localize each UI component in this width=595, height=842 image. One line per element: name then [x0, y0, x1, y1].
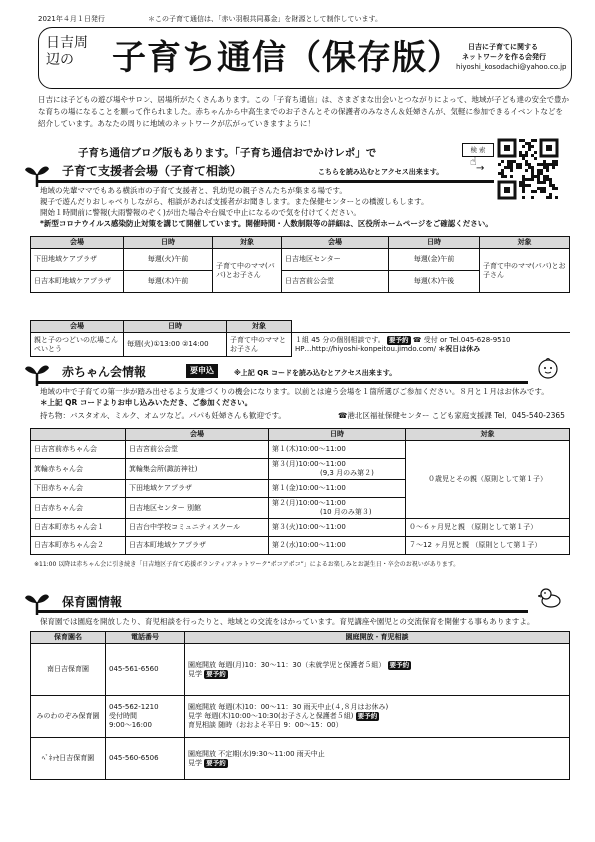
- reservation-badge: 要予約: [206, 758, 226, 767]
- time-cell: [269, 537, 406, 555]
- section-rule: [38, 180, 494, 183]
- qr-module: [522, 178, 525, 181]
- col-header: 日時: [124, 321, 227, 333]
- qr-module: [549, 178, 552, 181]
- qr-module: [522, 139, 525, 142]
- qr-module: [543, 166, 546, 169]
- nursery-heading: 保育園情報: [62, 595, 123, 609]
- qr-module: [537, 181, 540, 184]
- qr-module: [522, 181, 525, 184]
- qr-module: [555, 163, 558, 166]
- target-cell: ０歳児とその親（原則として第１子）: [406, 441, 570, 519]
- venue-cell: 日吉地区センター: [282, 249, 389, 271]
- time-note: (10 月のみ第３): [320, 508, 372, 516]
- logo: [46, 35, 101, 69]
- col-header: 電話番号: [106, 632, 185, 644]
- baby-bring: 持ち物：バスタオル、ミルク、オムツなど。パパも妊婦さんも歓迎です。: [40, 411, 286, 420]
- support-line: *新型コロナウイルス感染防止対策を講じて開催しています。開催時間・人数制限等の詳細は、区役所ホームページをご確認ください。: [40, 219, 493, 228]
- arrow-right-icon: →: [476, 163, 485, 174]
- club-cell: 下田赤ちゃん会: [31, 480, 126, 498]
- col-header: 対象: [213, 237, 282, 249]
- qr-module: [507, 166, 510, 169]
- time-cell: 毎週(木)午前: [124, 271, 213, 293]
- qr-module: [522, 175, 525, 178]
- qr-module: [525, 163, 528, 166]
- time-note: (9,3 月のみ第２): [320, 469, 374, 477]
- time-text: 第３(月)10:00～11:00: [272, 460, 346, 468]
- venue-cell: 下田地域ケアプラザ: [31, 249, 124, 271]
- col-header: 会場: [126, 429, 269, 441]
- qr-module: [501, 175, 504, 178]
- qr-module: [531, 166, 534, 169]
- info-text: 見学: [188, 758, 202, 767]
- nursery-phone: 045-560-6506: [106, 738, 185, 780]
- qr-module: [519, 154, 522, 157]
- col-header: 会場: [31, 321, 124, 333]
- nursery-name: みのわのぞみ保育園: [31, 696, 106, 738]
- venue-cell: 親と子のつどいの広場こんぺいとう: [31, 333, 124, 357]
- info-text: 見学 毎週(木)10:00～10:30(お子さんと保護者５組): [188, 712, 354, 720]
- info-text: 園庭開放 不定期(水)9:30～11:00 雨天中止: [188, 749, 325, 758]
- section-rule: [38, 610, 528, 613]
- qr-module: [531, 169, 534, 172]
- qr-module: [525, 178, 528, 181]
- info-line: [188, 750, 566, 759]
- time-text: 第２(月)10:00～11:00: [272, 499, 346, 507]
- col-header: 日時: [269, 429, 406, 441]
- qr-module: [543, 163, 546, 166]
- qr-module: [498, 163, 501, 166]
- time-cell: [269, 459, 406, 480]
- qr-module: [528, 163, 531, 166]
- qr-module: [525, 142, 528, 145]
- baby-body: [40, 386, 570, 408]
- info-line: [188, 712, 566, 721]
- club-cell: 日吉本町赤ちゃん会２: [31, 537, 126, 555]
- info-line: [188, 661, 566, 670]
- qr-module: [534, 139, 537, 142]
- col-header: 対象: [227, 321, 292, 333]
- qr-module: [519, 181, 522, 184]
- baby-heading: 赤ちゃん会情報: [62, 365, 147, 379]
- col-header: 会場: [31, 237, 124, 249]
- support-heading: 子育て支援者会場（子育て相談）: [62, 164, 243, 178]
- qr-module: [519, 163, 522, 166]
- info-line: [188, 759, 566, 768]
- konpeito-info: [292, 333, 570, 357]
- qr-module: [525, 151, 528, 154]
- venue-cell: 日吉宮前公会堂: [282, 271, 389, 293]
- qr-module: [501, 169, 504, 172]
- qr-module: [537, 175, 540, 178]
- qr-module: [543, 178, 546, 181]
- nursery-phone: 045-561-6560: [106, 644, 185, 696]
- qr-module: [540, 172, 543, 175]
- qr-module: [510, 160, 513, 163]
- time-text: 第３(火)10:00～11:00: [272, 523, 346, 531]
- target-cell: 子育て中のママとお子さん: [227, 333, 292, 357]
- konpeito-info1: １組 45 分の個別相談です。: [295, 335, 385, 344]
- target-cell: ０～６ヶ月児と親 （原則として第１子）: [406, 519, 570, 537]
- nursery-info: [185, 644, 570, 696]
- info-text: 育児相談 随時（おおよそ平日 9：00～15：00）: [188, 721, 343, 729]
- col-header: 保育園名: [31, 632, 106, 644]
- apply-badge: [186, 364, 218, 378]
- nursery-name: ﾍﾞﾈｯｾ日吉保育園: [31, 738, 106, 780]
- qr-module: [504, 166, 507, 169]
- phone-line: 9:00～16:00: [109, 721, 152, 729]
- reservation-badge: 要予約: [206, 669, 226, 678]
- qr-module: [510, 163, 513, 166]
- qr-module: [546, 169, 549, 172]
- issue-date: 2021年４月１日発行: [38, 15, 105, 23]
- baby-footnote: ※11:00 以降は赤ちゃん会に引き続き「日吉地区子育て応援ボランティアネットワーク“ポコアポコ”」によるお楽しみとお誕生日・卒会のお祝いがあります。: [34, 561, 460, 568]
- club-cell: 日吉本町赤ちゃん会１: [31, 519, 126, 537]
- qr-module: [507, 160, 510, 163]
- nursery-body: 保育園では園庭を開放したり、育児相談を行ったりと、地域との交流をはかっています。育児講座や園児との交流保育を開催する事もありますよ。: [40, 617, 535, 626]
- info-line: [188, 703, 566, 712]
- qr-module: [507, 163, 510, 166]
- baby-line: 地域の中で子育ての第一歩が踏み出せるよう友達づくりの機会になります。以前とは違う会場を１箇所選びご参加ください。８月と１月はお休みです。: [40, 387, 549, 396]
- qr-module: [543, 175, 546, 178]
- qr-module: [546, 163, 549, 166]
- col-header: [31, 429, 126, 441]
- target-cell: 子育て中のママ(パパ)とお子さん: [480, 249, 570, 293]
- nursery-info: [185, 738, 570, 780]
- qr-module: [528, 142, 531, 145]
- nursery-phone: [106, 696, 185, 738]
- qr-module: [537, 163, 540, 166]
- time-cell: [269, 498, 406, 519]
- qr-module: [543, 181, 546, 184]
- venue-cell: 日吉台中学校コミュニティスクール: [126, 519, 269, 537]
- baby-contact: [338, 410, 565, 421]
- qr-module: [540, 169, 543, 172]
- time-cell: [269, 441, 406, 459]
- blog-search-box[interactable]: [462, 143, 494, 157]
- reservation-badge: 要予約: [389, 335, 409, 344]
- venue-cell: 日吉宮前公会堂: [126, 441, 269, 459]
- phone-line: 受付時間: [109, 712, 137, 720]
- page-title: 子育ち通信（保存版）: [112, 38, 462, 78]
- venue-cell: 日吉本町地域ケアプラザ: [31, 271, 124, 293]
- time-cell: 毎週(木)午後: [389, 271, 480, 293]
- search-label: 検 索: [470, 146, 486, 154]
- phone-icon: ☎: [412, 335, 422, 344]
- col-header: 日時: [389, 237, 480, 249]
- logo-text: 日吉周辺の: [46, 35, 88, 68]
- qr-module: [537, 178, 540, 181]
- qr-module: [552, 163, 555, 166]
- baby-qr-note: ※上記 QR コードを読み込むとアクセス出来ます。: [234, 369, 397, 377]
- qr-module: [528, 148, 531, 151]
- qr-module: [519, 139, 522, 142]
- time-cell: [269, 480, 406, 498]
- time-text: 第２(水)10:00～11:00: [272, 541, 346, 549]
- qr-module: [501, 172, 504, 175]
- phone-icon: ☎: [338, 411, 348, 420]
- support-body: [40, 185, 570, 229]
- nursery-info: [185, 696, 570, 738]
- qr-module: [531, 139, 534, 142]
- qr-module: [525, 160, 528, 163]
- intro-text: 日吉には子どもの遊び場やサロン、居場所がたくさんあります。この「子育ち通信」は、さまざまな出会いとつながりによって、地域が子ども達の安全で豊かな育ちの場になることを願って作られました。赤ちゃんから中高生までのお子さんとその保護者のみなさん＆妊婦さんが、気軽に参加できるイベントなどを紹介しています。あなたの周りに地域のネットワークが広がっていきますように！: [38, 95, 569, 128]
- qr-module: [513, 160, 516, 163]
- baby-line: ＊上記 QR コードよりお申し込みいただき、ご参加ください。: [40, 398, 253, 407]
- col-header: 会場: [282, 237, 389, 249]
- qr-module: [522, 157, 525, 160]
- konpeito-homepage-link[interactable]: HP…http://hiyoshi-konpeitou.jimdo.com/: [295, 344, 437, 353]
- baby-contact-text: 港北区福祉保健センター こども家庭支援課 Tel．045-540-2365: [347, 411, 565, 420]
- konpeito-info1b: 受付 or Tel.045-628-9510: [423, 335, 511, 344]
- target-cell: ７～12 ヶ月児と親 （原則として第１子）: [406, 537, 570, 555]
- qr-module: [519, 151, 522, 154]
- qr-module: [546, 166, 549, 169]
- qr-module: [531, 172, 534, 175]
- qr-module: [534, 157, 537, 160]
- qr-module: [504, 175, 507, 178]
- qr-module: [510, 169, 513, 172]
- qr-module: [501, 160, 504, 163]
- qr-module: [519, 166, 522, 169]
- time-cell: 毎週(火)①13:00 ②14:00: [124, 333, 227, 357]
- info-text: 園庭開放 毎週(木)10：00～11：30 雨天中止(４,８月はお休み): [188, 703, 389, 711]
- col-header: 園庭開放・育児相談: [185, 632, 570, 644]
- club-cell: 日吉宮前赤ちゃん会: [31, 441, 126, 459]
- col-header: 日時: [124, 237, 213, 249]
- qr-module: [525, 169, 528, 172]
- qr-module: [546, 178, 549, 181]
- time-cell: 毎週(火)午前: [124, 249, 213, 271]
- konpeito-holiday: ＊祝日は休み: [438, 344, 481, 353]
- qr-module: [531, 178, 534, 181]
- qr-module: [540, 163, 543, 166]
- time-cell: 毎週(金)午前: [389, 249, 480, 271]
- phone-line: 045-562-1210: [109, 703, 159, 711]
- info-line: [188, 670, 566, 679]
- qr-module: [543, 160, 546, 163]
- publisher-line2: ネットワークを作る会発行: [462, 53, 546, 61]
- qr-module: [522, 145, 525, 148]
- qr-module: [552, 166, 555, 169]
- venue-cell: 日吉地区センター 別館: [126, 498, 269, 519]
- target-cell: 子育て中のママ(パパ)とお子さん: [213, 249, 282, 293]
- col-header: 対象: [406, 429, 570, 441]
- blog-text: 子育ち通信ブログ版もあります。「子育ち通信おでかけレポ」で: [78, 147, 377, 159]
- qr-module: [531, 154, 534, 157]
- info-line: [188, 721, 566, 730]
- reservation-badge: 要予約: [389, 660, 410, 669]
- qr-module: [528, 178, 531, 181]
- support-line: 親子で遊んだりおしゃべりしながら、相談があれば支援者がお聞きします。また保健センターとの橋渡しもします。: [40, 197, 429, 206]
- qr-module: [555, 160, 558, 163]
- qr-module: [525, 154, 528, 157]
- info-header: [292, 321, 570, 333]
- duck-icon: [538, 586, 562, 608]
- qr-module: [510, 166, 513, 169]
- qr-module: [516, 166, 519, 169]
- qr-module: [549, 181, 552, 184]
- publisher-line1: 日吉に子育てに関する: [468, 43, 538, 51]
- info-text: 見学: [188, 669, 202, 678]
- konpeito-table: [30, 320, 570, 357]
- baby-table: [30, 428, 570, 555]
- section-rule: [38, 381, 528, 384]
- qr-module: [510, 175, 513, 178]
- qr-module: [522, 154, 525, 157]
- qr-module: [546, 175, 549, 178]
- qr-module: [531, 145, 534, 148]
- venue-cell: 下田地域ケアプラザ: [126, 480, 269, 498]
- qr-module: [516, 163, 519, 166]
- time-text: 第１(金)10:00～11:00: [272, 484, 346, 492]
- contact-email: hiyoshi_kosodachi@yahoo.co.jp: [456, 63, 567, 71]
- qr-module: [528, 166, 531, 169]
- club-cell: 日吉赤ちゃん会: [31, 498, 126, 519]
- reservation-badge: 要予約: [357, 712, 378, 720]
- venue-cell: 日吉本町地域ケアプラザ: [126, 537, 269, 555]
- qr-module: [540, 181, 543, 184]
- nursery-name: 南日吉保育園: [31, 644, 106, 696]
- time-cell: [269, 519, 406, 537]
- funding-note: ＊この子育て通信は、「赤い羽根共同募金」を財源として制作しています。: [148, 15, 382, 23]
- qr-module: [534, 151, 537, 154]
- support-line: 開始１時間前に警報(大雨警報のぞく)が出た場合や台風で中止になるので気を付けてください。: [40, 208, 361, 217]
- support-line: 地域の先輩ママでもある横浜市の子育て支援者と、乳幼児の親子さんたちが集まる場です。: [40, 186, 347, 195]
- support-table: [30, 236, 570, 293]
- apply-badge-label: 要申込: [190, 366, 214, 375]
- qr-module: [534, 175, 537, 178]
- info-text: 園庭開放 毎週(月)10：30～11：30（未就学児と保護者５組）: [188, 660, 386, 669]
- qr-module: [552, 160, 555, 163]
- qr-module: [537, 172, 540, 175]
- venue-cell: 箕輪集会所(諏訪神社): [126, 459, 269, 480]
- qr-module: [528, 145, 531, 148]
- col-header: 対象: [480, 237, 570, 249]
- hand-pointer-icon: ☝: [470, 155, 477, 168]
- qr-module: [537, 169, 540, 172]
- qr-module: [549, 163, 552, 166]
- baby-face-icon: [536, 356, 560, 380]
- support-qr-note: こちらを読み込むとアクセス出来ます。: [318, 168, 444, 176]
- qr-module: [531, 175, 534, 178]
- qr-module: [498, 172, 501, 175]
- nursery-table: [30, 631, 570, 780]
- club-cell: 箕輪赤ちゃん会: [31, 459, 126, 480]
- time-text: 第１(木)10:00～11:00: [272, 445, 346, 453]
